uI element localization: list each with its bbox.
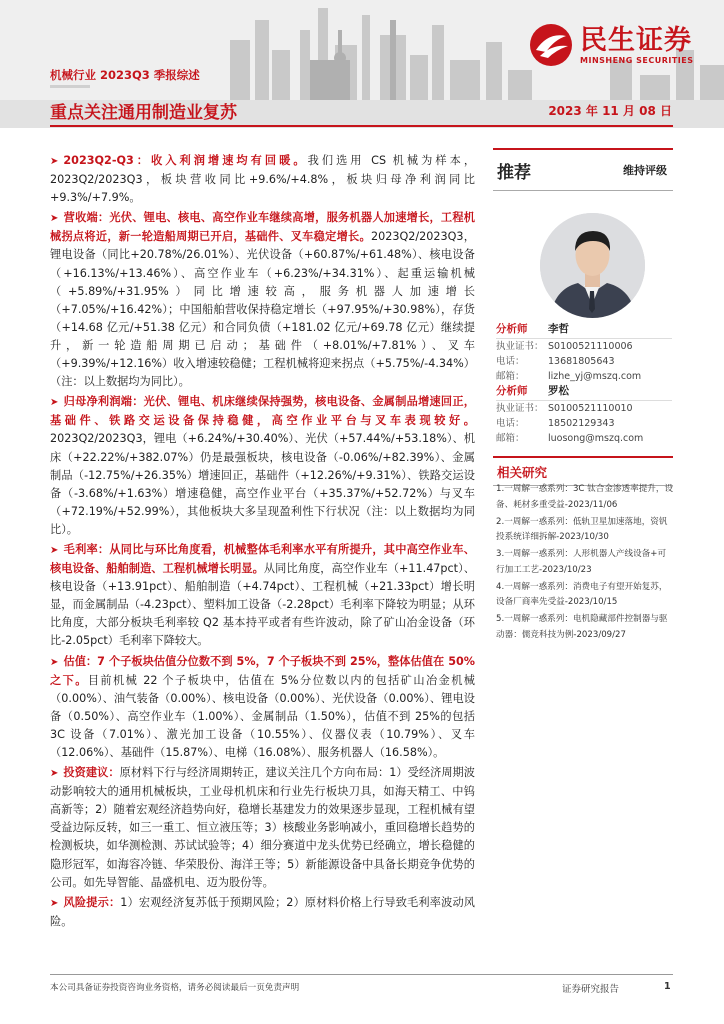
brand-logo	[528, 22, 694, 68]
related-item[interactable]: 2.一周解一惑系列：低轨卫星加速落地，资钒投系统详细拆解-2023/10/30	[496, 516, 668, 542]
analyst-2-header: 分析师 罗松	[496, 385, 569, 397]
related-item[interactable]: 4.一周解一惑系列：消费电子有望开始复苏，设备厂商率先受益-2023/10/15	[496, 581, 668, 607]
rating-box	[493, 148, 673, 191]
paragraph-investment: ➤ 投资建议：原材料下行与经济周期转正，建议关注几个方向布局：1）受经济周期波动影响较大的通用机械板块，工业母机机床和行业先行板块刀具，如海天精工、中钨高新等；2）随着宏观经济趋势向好，稳增长基建发力的效果逐步显现，工程机械有望受益边际反转，如三一重工、恒立液压等；3）核酸业务影响减小，重回稳增长趋势的检测板块，如华测检测、苏试试验等；4）细分赛道中龙头优势已经确立，增长稳健的隐形冠军，如海容冷链、华荣股份、海洋王等；5）新能源设备中具备长期竞争优势的公司。如先导智能、晶盛机电、迈为股份等。	[50, 766, 475, 889]
arrow-bullet-icon: ➤	[50, 768, 59, 780]
paragraph-risk: ➤ 风险提示：1）宏观经济复苏低于预期风险；2）原材料价格上行导致毛利率波动风险。	[50, 895, 475, 928]
paragraph-net-profit: ➤ 归母净利润端：光伏、锂电、机床继续保持强势，核电设备、金属制品增速回正，基础件、铁路交运设备保持稳健，高空作业平台与叉车表现较好。2023Q2/2023Q3，锂电（+6.24%/+30.40%）、光伏（+57.44%/+53.18%）、机床（+22.22%/+382.07%）仍是最强板块，核电设备（-0.06%/+82.39%）、金属制品（-12.75%/+26.35%）增速回正，基础件（+12.26%/+9.31%）、铁路交运设备（-3.68%/+1.63%）增速稳健，高空作业平台（+35.37%/+52.72%）与叉车（+72.19%/+52.99%），其他板块大多呈现盈利性下行状况（注：以上数据均为同比）。	[50, 395, 475, 536]
report-body	[50, 152, 475, 933]
paragraph-revenue-profit: ➤ 2023Q2-Q3：收入利润增速均有回暖。我们选用 CS 机械为样本，2023Q2/2023Q3，板块营收同比+9.6%/+4.8%，板块归母净利润同比+9.3%/+7.9%。	[50, 154, 476, 205]
paragraph-valuation: ➤ 估值：7 个子板块估值分位数不到 5%，7 个子板块不到 25%，整体估值在 50%之下。目前机械 22 个子板块中，估值在 5%分位数以内的包括矿山冶金机械（0.00%）、油气装备（0.00%）、核电设备（0.00%）、光伏设备（0.00%）、锂电设备（0.50%）、高空作业车（1.00%）、金属制品（1.50%），估值不到 25%的包括 3C 设备（7.01%）、激光加工设备（10.55%）、仪器仪表（10.79%）、叉车（12.06%）、基础件（15.87%）、电梯（16.08%）、服务机器人（16.58%）。	[50, 654, 475, 759]
rating-label: 推荐	[497, 163, 531, 183]
analyst-1-email[interactable]: 邮箱： lizhe_yj@mszq.com	[496, 371, 642, 382]
minsheng-logo-icon	[528, 22, 574, 68]
related-item[interactable]: 5.一周解一惑系列：电机隐藏部件控制器与驱动器：儒竞科技为例-2023/09/27	[496, 614, 668, 640]
brand-name-en: MINSHENG SECURITIES	[580, 55, 694, 65]
arrow-bullet-icon: ➤	[50, 397, 59, 409]
page-number: 1	[664, 981, 671, 992]
brand-name-cn: 民生证券	[580, 24, 692, 56]
footer-divider	[50, 974, 673, 975]
paragraph-gross-margin: ➤ 毛利率：从同比与环比角度看，机械整体毛利率水平有所提升，其中高空作业车、核电设备、船舶制造、工程机械增长明显。从同比角度，高空作业车（+11.47pct）、核电设备（+13.91pct）、船舶制造（+4.74pct）、工程机械（+21.33pct）增长明显，而金属制品（-4.23pct）、塑料加工设备（-2.28pct）毛利率下降较为明显；从环比角度，大部分板块毛利率较 Q2 基本持平或者有些许波动，除了矿山冶金设备（环比-2.05pct）毛利率下降较大。	[50, 542, 475, 648]
analyst-portrait-icon	[540, 213, 645, 318]
analyst-2-phone: 电话： 18502129343	[496, 418, 615, 429]
related-item[interactable]: 1.一周解一惑系列：3C 钛合金渗透率提升，设备、耗材多重受益-2023/11/06	[496, 484, 674, 510]
report-date: 2023 年 11 月 08 日	[548, 104, 672, 118]
analyst-1-license: 执业证书： S0100521110006	[496, 341, 633, 352]
footer-report-type: 证券研究报告	[562, 984, 620, 995]
analyst-photo	[540, 213, 645, 318]
analyst-1-name: 李哲	[548, 323, 569, 335]
arrow-bullet-icon: ➤	[50, 156, 59, 167]
footer-disclaimer: 本公司具备证券投资咨询业务资格，请务必阅读最后一页免责声明	[50, 983, 300, 993]
report-headline: 重点关注通用制造业复苏	[50, 103, 237, 123]
related-research-list	[496, 482, 674, 645]
sidebar	[493, 148, 673, 191]
analyst-info	[496, 322, 672, 446]
analyst-2-name: 罗松	[548, 385, 569, 397]
analyst-1-header: 分析师 李哲	[496, 323, 569, 335]
analyst-2-license: 执业证书： S0100521110010	[496, 403, 633, 414]
arrow-bullet-icon: ➤	[50, 213, 59, 225]
related-item[interactable]: 3.一周解一惑系列：人形机器人产线设备+可行加工工艺-2023/10/23	[496, 549, 667, 575]
header-divider	[50, 125, 673, 127]
arrow-bullet-icon: ➤	[50, 544, 59, 556]
analyst-2-email[interactable]: 邮箱： luosong@mszq.com	[496, 433, 644, 444]
analyst-1-phone: 电话： 13681805643	[496, 356, 615, 367]
rating-maintain: 维持评级	[623, 164, 667, 177]
paragraph-revenue: ➤ 营收端：光伏、锂电、核电、高空作业车继续高增，服务机器人加速增长，工程机械拐点将近，新一轮造船周期已开启，基础件、叉车稳定增长。2023Q2/2023Q3，锂电设备（同比+20.78%/26.01%）、光伏设备（+60.87%/+61.48%）、核电设备（+16.13%/+13.46%）、高空作业车（+6.23%/+34.31%）、起重运输机械（+5.89%/+31.95%）同比增速较高，服务机器人加速增长（+7.05%/+16.42%）；中国船舶营收保持稳定增长（+97.95%/+30.98%），存货（+14.68 亿元/+51.38 亿元）和合同负债（+181.02 亿元/+69.78 亿元）继续提升，新一轮造船周期已启动；基础件（+8.01%/+7.81%）、叉车（+9.39%/+12.16%）收入增速较稳健；工程机械将迎来拐点（+5.75%/-4.34%）（注：以上数据均为同比）。	[50, 211, 475, 389]
arrow-bullet-icon: ➤	[50, 656, 59, 668]
report-industry: 机械行业 2023Q3 季报综述	[50, 68, 200, 82]
arrow-bullet-icon: ➤	[50, 897, 59, 909]
related-research-title: 相关研究	[493, 458, 673, 486]
